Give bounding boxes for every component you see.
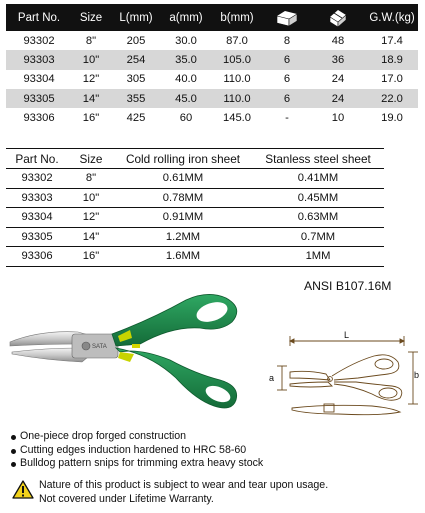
dimension-label-a: a (269, 373, 275, 383)
cell-size: 14" (72, 89, 110, 108)
header-weight: G.W.(kg) (366, 4, 418, 31)
header-iron-sheet: Cold rolling iron sheet (114, 149, 252, 169)
cell-size: 12" (82, 73, 100, 86)
cell-size: 14" (68, 227, 114, 247)
warning-line-1: Nature of this product is subject to wear and tear upon usage. (39, 479, 329, 491)
cell-size: 10" (72, 50, 110, 69)
cell-b: 110.0 (223, 73, 251, 86)
cell-box: 6 (264, 89, 310, 108)
cell-part-no: 93303 (6, 50, 72, 69)
cell-steel: 0.45MM (252, 188, 384, 208)
feature-item: Cutting edges induction hardened to HRC 58-60 (10, 444, 263, 458)
cell-steel: 0.7MM (252, 227, 384, 247)
cell-iron: 0.91MM (114, 208, 252, 228)
cell-steel: 0.41MM (252, 169, 384, 189)
cell-steel: 1MM (252, 247, 384, 267)
spec-row (6, 70, 418, 89)
cell-a: 60 (179, 111, 193, 124)
cell-a: 40.0 (175, 73, 197, 86)
cell-inner: 10 (331, 111, 345, 124)
inner-pack-icon (310, 4, 366, 31)
cell-iron: 1.2MM (114, 227, 252, 247)
cell-iron: 0.61MM (114, 169, 252, 189)
spec-row (6, 50, 418, 69)
cell-inner: 48 (331, 34, 345, 47)
cell-a: 35.0 (162, 50, 210, 69)
thickness-row (6, 247, 384, 267)
cell-length: 305 (126, 73, 146, 86)
cell-a: 45.0 (162, 89, 210, 108)
thickness-row (6, 227, 384, 247)
cell-part-no: 93302 (6, 169, 68, 189)
header-size: Size (72, 4, 110, 31)
cell-size: 8" (85, 34, 97, 47)
header-part-no: Part No. (6, 4, 72, 31)
thickness-row (6, 169, 384, 189)
cell-iron: 1.6MM (114, 247, 252, 267)
cell-length: 425 (126, 111, 146, 124)
cell-part-no: 93306 (6, 247, 68, 267)
cell-weight: 17.4 (381, 34, 403, 47)
cell-part-no: 93303 (6, 188, 68, 208)
warning-triangle-icon (12, 480, 34, 499)
cell-part-no: 93302 (23, 34, 55, 47)
cell-weight: 22.0 (366, 89, 418, 108)
cell-inner: 24 (310, 89, 366, 108)
spec-table (6, 4, 418, 127)
cell-box: 6 (283, 73, 291, 86)
cell-b: 105.0 (210, 50, 264, 69)
cell-weight: 19.0 (381, 111, 403, 124)
cell-length: 254 (110, 50, 162, 69)
cell-b: 110.0 (210, 89, 264, 108)
cell-box: 8 (283, 34, 291, 47)
cell-part-no: 93305 (6, 227, 68, 247)
dimension-label-b: b (414, 370, 420, 380)
cell-box: 6 (264, 50, 310, 69)
spec-row (6, 31, 418, 50)
warning-line-2: Not covered under Lifetime Warranty. (39, 492, 214, 505)
cell-size: 16" (82, 111, 100, 124)
cell-part-no: 93306 (23, 111, 55, 124)
spec-row (6, 89, 418, 108)
cell-b: 145.0 (223, 111, 251, 124)
cell-length: 205 (126, 34, 146, 47)
cell-part-no: 93304 (6, 208, 68, 228)
cell-inner: 36 (310, 50, 366, 69)
header-a: a(mm) (162, 4, 210, 31)
cell-size: 10" (68, 188, 114, 208)
thickness-row (6, 208, 384, 228)
cell-size: 8" (68, 169, 114, 189)
feature-item: Bulldog pattern snips for trimming extra heavy stock (10, 457, 263, 471)
cell-inner: 24 (331, 73, 345, 86)
spec-header-row (6, 4, 418, 31)
header-b: b(mm) (210, 4, 264, 31)
thickness-header-row (6, 149, 384, 169)
header-size: Size (68, 149, 114, 169)
cell-length: 355 (110, 89, 162, 108)
cell-steel: 0.63MM (252, 208, 384, 228)
warning-text (39, 479, 328, 506)
cell-size: 12" (68, 208, 114, 228)
snips-product-photo (0, 282, 270, 422)
cell-part-no: 93304 (23, 73, 55, 86)
cell-size: 16" (68, 247, 114, 267)
box-quantity-icon (264, 4, 310, 31)
brand-mark: SATA (92, 344, 107, 350)
cell-box: - (285, 111, 289, 124)
header-part-no: Part No. (6, 149, 68, 169)
thickness-table (6, 148, 384, 267)
cell-part-no: 93305 (6, 89, 72, 108)
cell-weight: 18.9 (366, 50, 418, 69)
feature-item: One-piece drop forged construction (10, 430, 263, 444)
standard-label: ANSI B107.16M (304, 279, 392, 293)
header-steel-sheet: Stanless steel sheet (252, 149, 384, 169)
feature-list (10, 430, 263, 471)
cell-iron: 0.78MM (114, 188, 252, 208)
spec-row (6, 108, 418, 127)
cell-a: 30.0 (175, 34, 197, 47)
thickness-row (6, 188, 384, 208)
dimension-diagram (268, 328, 420, 420)
cell-b: 87.0 (226, 34, 248, 47)
cell-weight: 17.0 (381, 73, 403, 86)
header-length: L(mm) (110, 4, 162, 31)
dimension-label-length: L (344, 330, 350, 340)
